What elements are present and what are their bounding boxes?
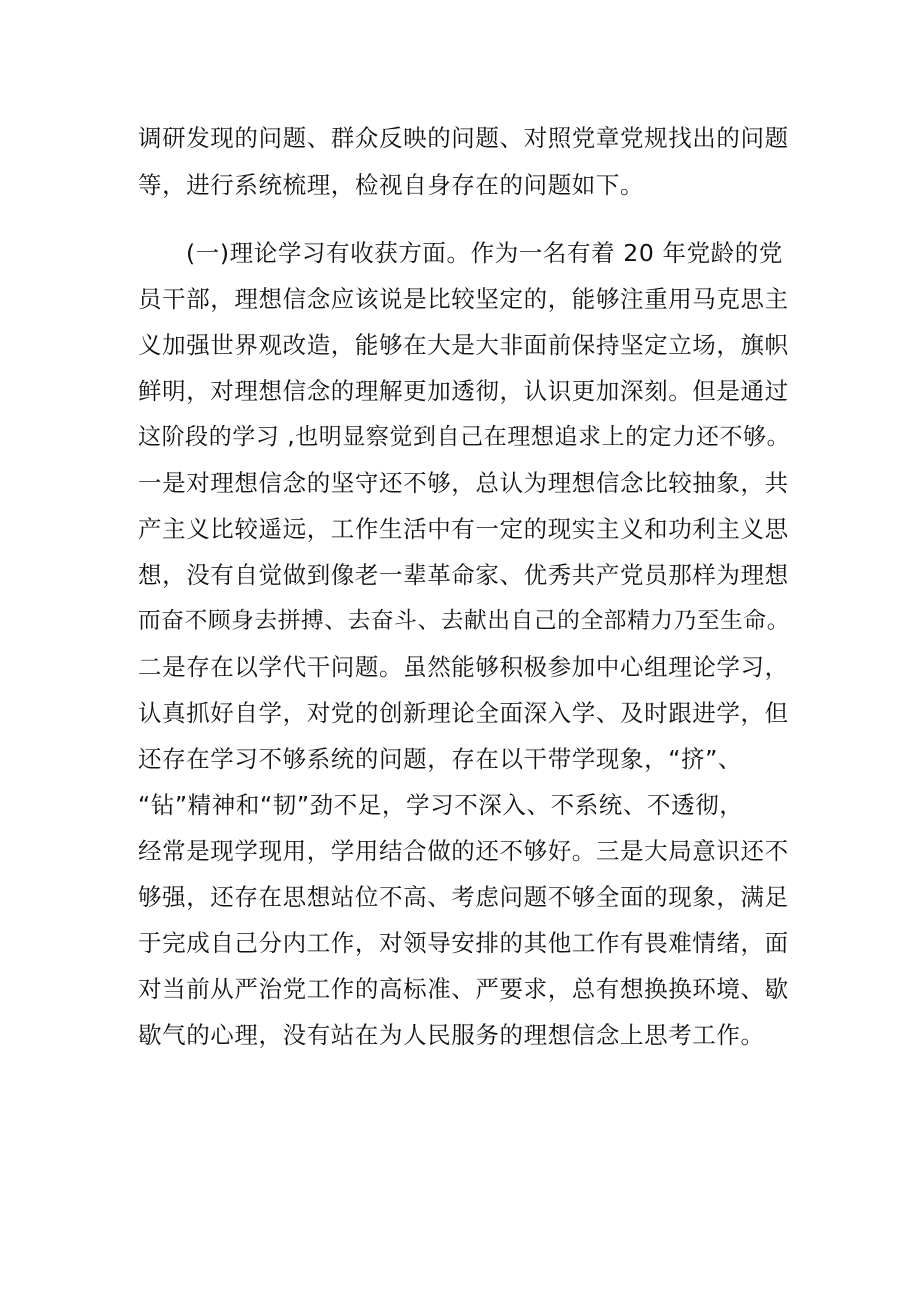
text-line: 于完成自己分内工作，对领导安排的其他工作有畏难情绪，面 [138, 929, 789, 957]
text-line: 一是对理想信念的坚守还不够，总认为理想信念比较抽象，共 [138, 469, 789, 497]
text-line: “钻”精神和“韧”劲不足，学习不深入、不系统、不透彻， [138, 791, 744, 819]
text-line: 产主义比较遥远，工作生活中有一定的现实主义和功利主义思 [138, 515, 789, 543]
text-line: 想，没有自觉做到像老一辈革命家、优秀共产党员那样为理想 [138, 561, 789, 589]
text-line: 认真抓好自学，对党的创新理论全面深入学、及时跟进学，但 [138, 699, 789, 727]
text-line: 鲜明，对理想信念的理解更加透彻，认识更加深刻。但是通过 [138, 377, 789, 405]
paragraph-heading-line: (一)理论学习有收获方面。作为一名有着 20 年党龄的党 [186, 239, 783, 267]
text-line: 还存在学习不够系统的问题，存在以干带学现象，“挤”、 [138, 745, 742, 773]
text-line: 义加强世界观改造，能够在大是大非面前保持坚定立场，旗帜 [138, 331, 789, 359]
text-line: 够强，还存在思想站位不高、考虑问题不够全面的现象，满足 [138, 883, 789, 911]
text-line: 而奋不顾身去拼搏、去奋斗、去献出自己的全部精力乃至生命。 [138, 608, 791, 634]
text-line: 这阶段的学习 ,也明显察觉到自己在理想追求上的定力还不够。 [138, 424, 791, 450]
text-line: 经常是现学现用，学用结合做的还不够好。三是大局意识还不 [138, 837, 789, 865]
text-line: 等，进行系统梳理，检视自身存在的问题如下。 [138, 171, 645, 199]
text-line: 二是存在以学代干问题。虽然能够积极参加中心组理论学习， [138, 653, 789, 681]
text-line: 员干部，理想信念应该说是比较坚定的，能够注重用马克思主 [138, 285, 789, 313]
text-line: 调研发现的问题、群众反映的问题、对照党章党规找出的问题 [138, 124, 789, 152]
text-line: 歇气的心理，没有站在为人民服务的理想信念上思考工作。 [138, 1021, 765, 1049]
text-line: 对当前从严治党工作的高标准、严要求，总有想换换环境、歇 [138, 975, 789, 1003]
